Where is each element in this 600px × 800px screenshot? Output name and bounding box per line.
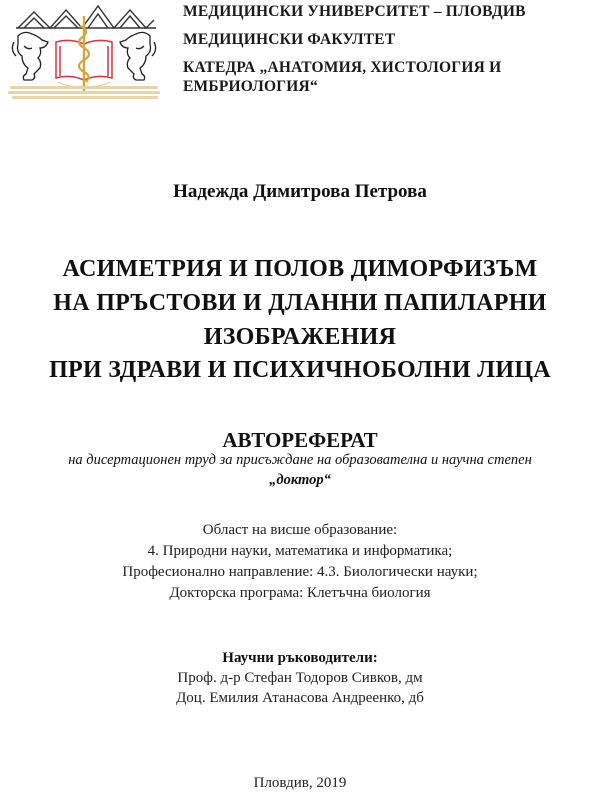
thesis-title-line-4: ПРИ ЗДРАВИ И ПСИХИЧНОБОЛНИ ЛИЦА: [49, 357, 551, 383]
thesis-title-line-1: АСИМЕТРИЯ И ПОЛОВ ДИМОРФИЗЪМ: [62, 256, 538, 282]
document-type: АВТОРЕФЕРАТ: [222, 428, 378, 452]
faculty-name: МЕДИЦИНСКИ ФАКУЛТЕТ: [183, 31, 396, 48]
department-name-line-1: КАТЕДРА „АНАТОМИЯ, ХИСТОЛОГИЯ И: [183, 59, 502, 76]
supervisors-heading: Научни ръководители:: [222, 650, 378, 666]
professional-direction: Професионално направление: 4.3. Биологически науки;: [122, 564, 478, 580]
thesis-title-line-2: НА ПРЪСТОВИ И ДЛАННИ ПАПИЛАРНИ: [53, 290, 547, 316]
degree-name: „доктор“: [269, 472, 331, 488]
university-crest-icon: [4, 2, 164, 102]
doctoral-program: Докторска програма: Клетъчна биология: [169, 585, 431, 601]
thesis-title-line-3: ИЗОБРАЖЕНИЯ: [203, 324, 397, 350]
field-area: 4. Природни науки, математика и информатика;: [147, 543, 453, 559]
supervisor-1: Проф. д-р Стефан Тодоров Сивков, дм: [177, 670, 423, 686]
field-area-label: Област на висше образование:: [202, 522, 398, 538]
author-name: Надежда Димитрова Петрова: [173, 181, 427, 202]
department-name-line-2: ЕМБРИОЛОГИЯ“: [183, 78, 318, 95]
place-and-year: Пловдив, 2019: [253, 775, 347, 791]
degree-subtitle: на дисертационен труд за присъждане на образователна и научна степен: [68, 452, 532, 468]
supervisor-2: Доц. Емилия Атанасова Андреенко, дб: [176, 690, 424, 706]
university-name: МЕДИЦИНСКИ УНИВЕРСИТЕТ – ПЛОВДИВ: [183, 3, 526, 20]
